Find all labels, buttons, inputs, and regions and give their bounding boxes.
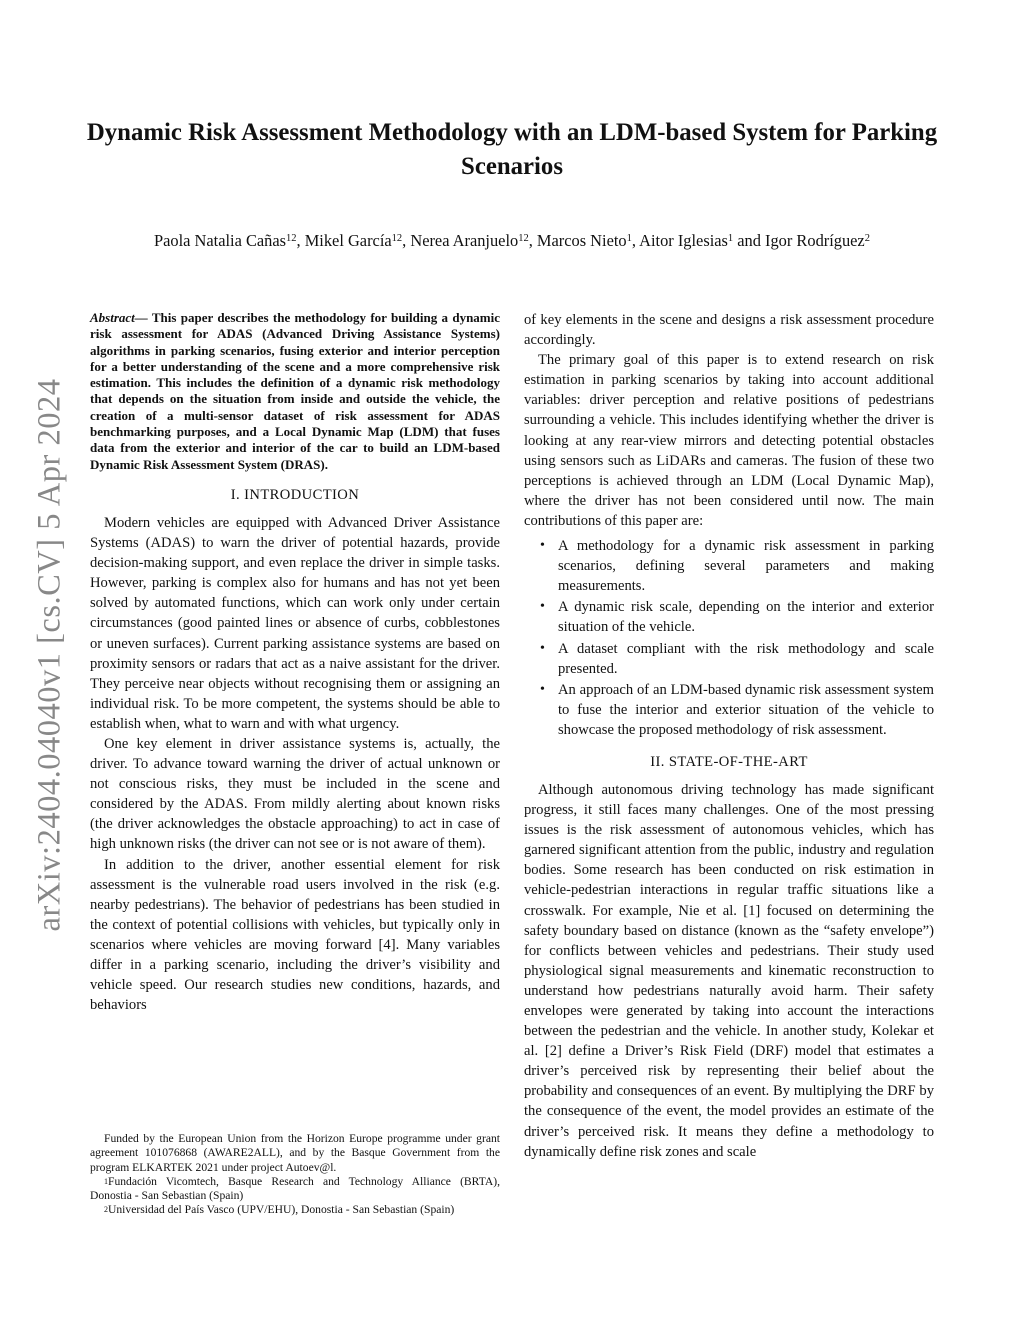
paragraph: In addition to the driver, another essential element for risk assessment is the vulnerable road users involved in the risk (e.g. nearby pedestrians). The behavior of pedestrians has been studied in the context of potential collisions with vehicles, but typically only in scenarios where vehicles are moving forward [4]. Many variables differ in a parking scenario, including the driver’s visibility and vehicle speed. Our research studies new conditions, hazards, and behaviors [90, 856, 500, 1014]
author: Aitor Iglesias$^1$ and [639, 231, 766, 250]
right-column [524, 310, 934, 1162]
footnotes [90, 1132, 500, 1218]
author: Igor Rodríguez$^2$ [765, 231, 870, 250]
paragraph: The primary goal of this paper is to extend research on risk estimation in parking scenarios by taking into account additional variables: driver perception and relative positions of pedestrians surrounding a vehicle. This includes identifying whether the driver is looking at any rear-view mirrors and detecting potential obstacles using sensors such as LiDARs and cameras. The fusion of these two perceptions is achieved through an LDM (Local Dynamic Map), where the driver has not been considered until now. The main contributions of this paper are: [524, 352, 934, 529]
bullet-icon: • [540, 599, 545, 615]
contribution-list [524, 536, 934, 740]
paragraph: Modern vehicles are equipped with Advanced Driver Assistance Systems (ADAS) to warn the driver of potential hazards, provide decision-making support, and even replace the driver in simple tasks. However, parking is complex also for humans and has not yet been solved by automated functions, which can work only under certain circumstances (good painted lines or absence of curbs, cobblestones or uneven surfaces). Current parking assistance systems are based on proximity sensors or radars that act as a naive assistant for the driver. They perceive near objects without recognising them or assigning an individual risk. To be more competent, the systems should be able to establish when, what to warn and with what urgency. [90, 514, 500, 732]
affiliation-footnote-2: $^2$Universidad del País Vasco (UPV/EHU), Donostia - San Sebastian (Spain) [104, 1203, 455, 1217]
abstract-text: This paper describes the methodology for building a dynamic risk assessment for ADAS (Advanced Driving Assistance Systems) algorithms in parking scenarios, fusing exterior and interior perception for a better understanding of the scene and a more comprehensive risk estimation. This includes the definition of a dynamic risk methodology that depends on the situation from inside and outside the vehicle, the creation of a multi-sensor dataset of risk assessment for ADAS benchmarking purposes, and a Local Dynamic Map (LDM) that fuses data from the exterior and interior of the car to build an LDM-based Dynamic Risk Assessment System (DRAS). [90, 310, 501, 472]
list-item: • A dataset compliant with the risk methodology and scale presented. [540, 640, 934, 677]
arxiv-id: arXiv:2404.04040v1 [cs.CV] 5 Apr 2024 [31, 378, 68, 932]
author-list [60, 230, 964, 252]
paragraph: of key elements in the scene and designs a risk assessment procedure accordingly. [524, 312, 934, 349]
left-column [90, 310, 500, 1015]
list-item: • A dynamic risk scale, depending on the interior and exterior situation of the vehicle. [540, 599, 934, 636]
list-item: • A methodology for a dynamic risk assessment in parking scenarios, defining several parameters and making measurements. [540, 538, 934, 595]
bullet-icon: • [540, 681, 545, 697]
paragraph: One key element in driver assistance systems is, actually, the driver. To advance toward warning the driver of actual unknown or not conscious risks, they must be included in the scene and considered by the ADAS. From mildly alerting about known risks (the driver acknowledges the obstacle approaching) to act in case of high unknown risks (the driver can not see or is not aware of them). [90, 736, 500, 853]
section-heading-state-of-the-art: II. STATE-OF-THE-ART [650, 753, 808, 770]
list-item: • An approach of an LDM-based dynamic risk assessment system to fuse the interior and exterior situation of the vehicle to showcase the proposed methodology of risk assessment. [540, 681, 934, 738]
author: Mikel García$^{12}$, [304, 231, 411, 250]
bullet-icon: • [540, 640, 545, 656]
author: Nerea Aranjuelo$^{12}$, [410, 231, 537, 250]
section-heading-introduction: I. INTRODUCTION [230, 486, 360, 503]
bullet-icon: • [540, 538, 545, 554]
abstract [90, 310, 500, 473]
abstract-label: Abstract— [90, 310, 148, 325]
author: Paola Natalia Cañas$^{12}$, [154, 231, 305, 250]
paper-title: Dynamic Risk Assessment Methodology with an LDM-based System for Parking Scenarios [86, 119, 938, 180]
affiliation-footnote-1: $^1$Fundación Vicomtech, Basque Research and Technology Alliance (BRTA), Donostia - San Sebastian (Spain) [90, 1174, 500, 1203]
funding-footnote: Funded by the European Union from the Horizon Europe programme under grant agreement 101076868 (AWARE2ALL), and by the Basque Government from the program ELKARTEK 2021 under project Autoev@l. [90, 1132, 500, 1174]
arxiv-sidebar-stamp [20, 365, 80, 945]
paragraph: Although autonomous driving technology has made significant progress, it still faces many challenges. One of the most pressing issues is the risk assessment of autonomous vehicles, which has garnered significant attention from the public, industry and regulation bodies. Some research has been conducted on risk estimation in vehicle-pedestrian interactions in regular traffic situations like a crosswalk. For example, Nie et al. [1] focused on determining the safety boundary based on distance (known as the “safety envelope”) for conflicts between vehicles and pedestrians. Their study used physiological signal measurements and kinematic reconstruction to understand how pedestrians naturally avoid harm. Their safety envelopes were generated by taking into account the interactions between the pedestrian and the vehicle. In another study, Kolekar et al. [2] define a Driver’s Risk Field (DRF) model that estimates a driver’s perceived risk by representing their belief about the probability and consequences of an event. By multiplying the DRF by the consequence of the event, the model provides an estimate of the driver’s perceived risk. It means they define a methodology to dynamically define risk zones and scale [524, 781, 934, 1160]
author: Marcos Nieto$^1$, [536, 231, 640, 250]
